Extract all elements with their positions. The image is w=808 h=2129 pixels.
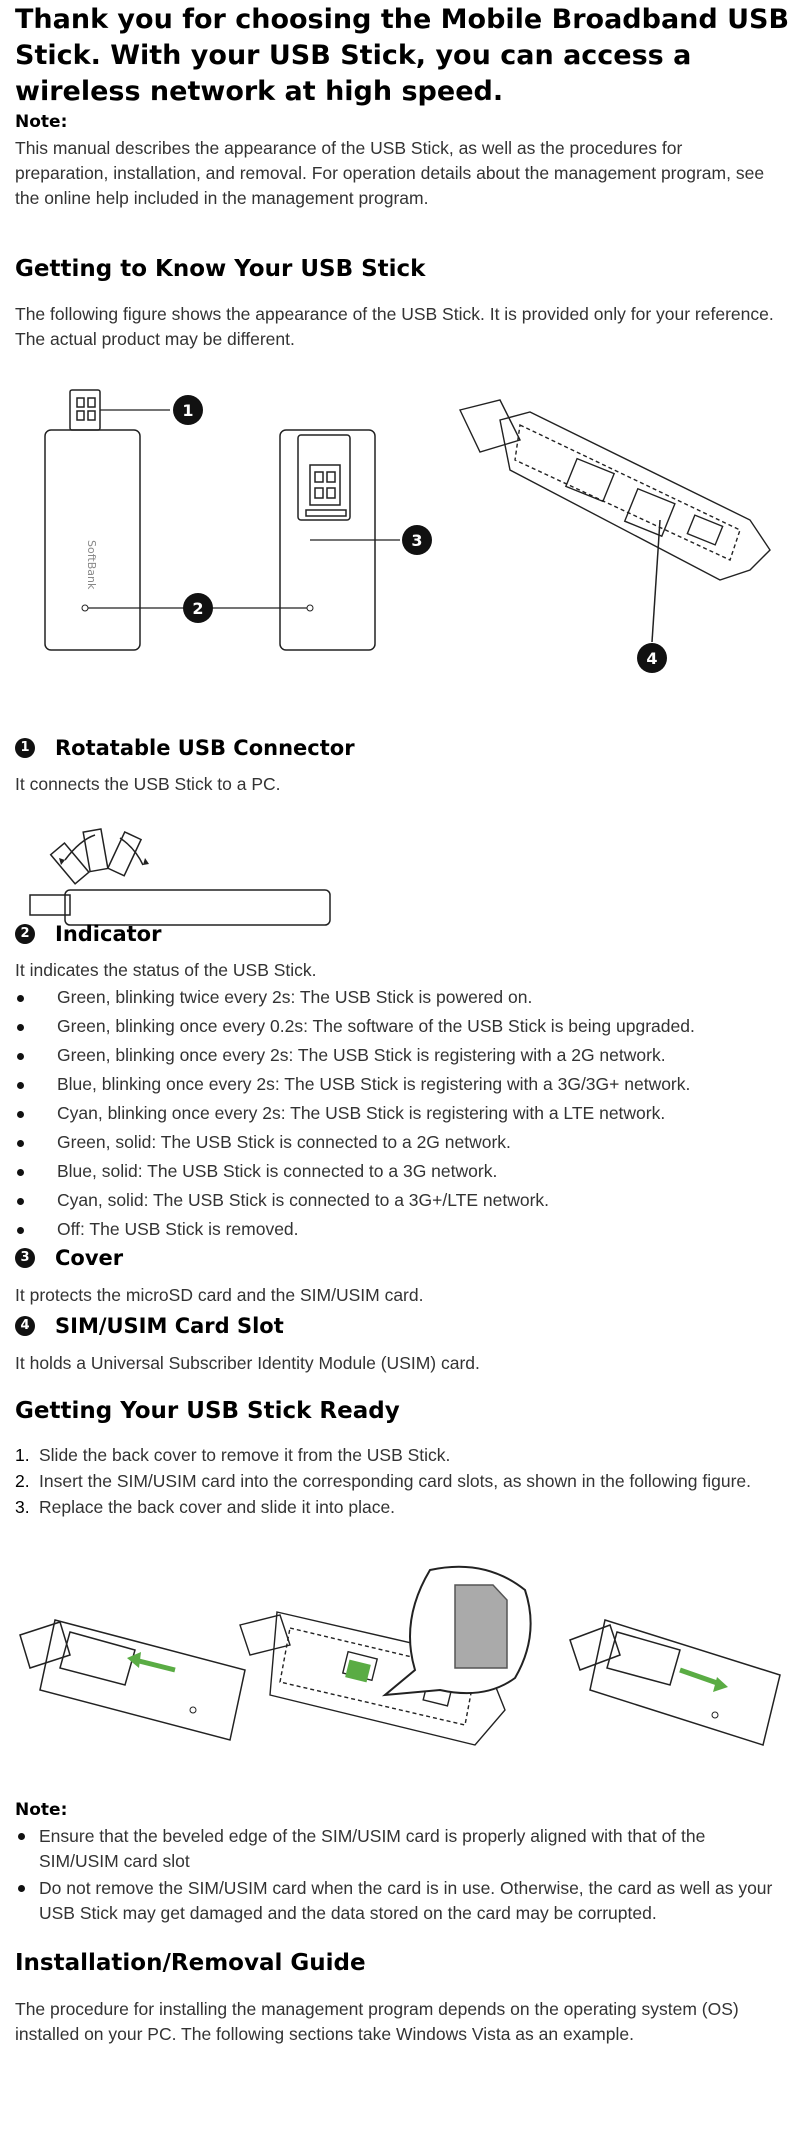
ready-steps-list (15, 1443, 785, 1521)
connector-rotation-figure (25, 820, 345, 935)
svg-text:1: 1 (182, 401, 194, 420)
list-item: Off: The USB Stick is removed. (15, 1215, 795, 1244)
callout-2 (183, 593, 213, 623)
list-item: Ensure that the beveled edge of the SIM/USIM card is properly aligned with that of the SIM/USIM card slot (15, 1824, 785, 1874)
svg-text:3: 3 (411, 531, 423, 550)
list-item: Blue, solid: The USB Stick is connected to a 3G network. (15, 1157, 795, 1186)
part-connector-title: Rotatable USB Connector (55, 736, 355, 760)
know-heading: Getting to Know Your USB Stick (15, 256, 426, 282)
arrow-left-icon (135, 1660, 175, 1670)
part-connector-text: It connects the USB Stick to a PC. (15, 774, 281, 794)
sim-green (345, 1660, 371, 1683)
list-item: Do not remove the SIM/USIM card when the card is in use. Otherwise, the card as well as your USB Stick may get damaged and the data stored on the card may be corrupted. (15, 1876, 785, 1926)
part-number-badge: 4 (15, 1316, 35, 1336)
list-item: 3. Replace the back cover and slide it into place. (15, 1497, 396, 1517)
part-slot-title: SIM/USIM Card Slot (55, 1314, 284, 1338)
part-cover-title: Cover (55, 1246, 124, 1270)
list-item: 1. Slide the back cover to remove it from the USB Stick. (15, 1445, 451, 1465)
usb-stick-front (45, 390, 140, 650)
svg-text:2: 2 (192, 599, 204, 618)
ready-heading: Getting Your USB Stick Ready (15, 1398, 400, 1424)
list-item: Cyan, solid: The USB Stick is connected to a 3G+/LTE network. (15, 1186, 795, 1215)
callout-1 (173, 395, 203, 425)
sim-card-callout (385, 1567, 531, 1695)
callout-4 (637, 643, 667, 673)
indicator-status-list (15, 983, 795, 1244)
know-text: The following figure shows the appearance of the USB Stick. It is provided only for your reference. The actual product may be different. (15, 304, 774, 349)
part-number-badge: 1 (15, 738, 35, 758)
part-indicator-text: It indicates the status of the USB Stick. (15, 960, 317, 980)
svg-text:4: 4 (646, 649, 658, 668)
stick-remove-cover (20, 1620, 245, 1740)
part-slot-text: It holds a Universal Subscriber Identity Module (USIM) card. (15, 1353, 480, 1373)
part-number-badge: 3 (15, 1248, 35, 1268)
install-heading: Installation/Removal Guide (15, 1950, 366, 1976)
part-indicator-title: Indicator (55, 922, 162, 946)
list-item: Cyan, blinking once every 2s: The USB Stick is registering with a LTE network. (15, 1099, 795, 1128)
list-item: Green, blinking twice every 2s: The USB Stick is powered on. (15, 983, 795, 1012)
part-slot-heading (15, 1314, 284, 1338)
arrow-right-icon (680, 1670, 720, 1684)
intro-note-label: Note: (15, 112, 68, 132)
install-text: The procedure for installing the management program depends on the operating system (OS) installed on your PC. The following sections take Windows Vista as an example. (15, 1999, 739, 2044)
arrow-right-head (713, 1677, 728, 1692)
intro-note-text: This manual describes the appearance of the USB Stick, as well as the procedures for preparation, installation, and removal. For operation details about the management program, see the online help included in the management program. (15, 138, 765, 208)
usb-stick-opened (460, 400, 770, 580)
part-connector-heading (15, 736, 355, 760)
list-item: Green, blinking once every 0.2s: The software of the USB Stick is being upgraded. (15, 1012, 795, 1041)
part-cover-text: It protects the microSD card and the SIM/USIM card. (15, 1285, 424, 1305)
callout-3 (402, 525, 432, 555)
list-item: Green, solid: The USB Stick is connected to a 2G network. (15, 1128, 795, 1157)
brand-label: SoftBank (85, 540, 98, 590)
part-cover-heading (15, 1246, 123, 1270)
part-indicator-heading (15, 922, 161, 946)
list-item: Green, blinking once every 2s: The USB Stick is registering with a 2G network. (15, 1041, 795, 1070)
stick-replace-cover (570, 1620, 780, 1745)
appearance-figure (30, 380, 800, 680)
part-number-badge: 2 (15, 924, 35, 944)
page-title: Thank you for choosing the Mobile Broadband USB Stick. With your USB Stick, you can access a wireless network at high speed. (15, 4, 790, 107)
list-item: 2. Insert the SIM/USIM card into the corresponding card slots, as shown in the following figure. (15, 1471, 752, 1491)
sim-insertion-figure (15, 1560, 795, 1760)
list-item: Blue, blinking once every 2s: The USB Stick is registering with a 3G/3G+ network. (15, 1070, 795, 1099)
ready-note-label: Note: (15, 1800, 68, 1820)
ready-notes-list (15, 1824, 785, 1928)
